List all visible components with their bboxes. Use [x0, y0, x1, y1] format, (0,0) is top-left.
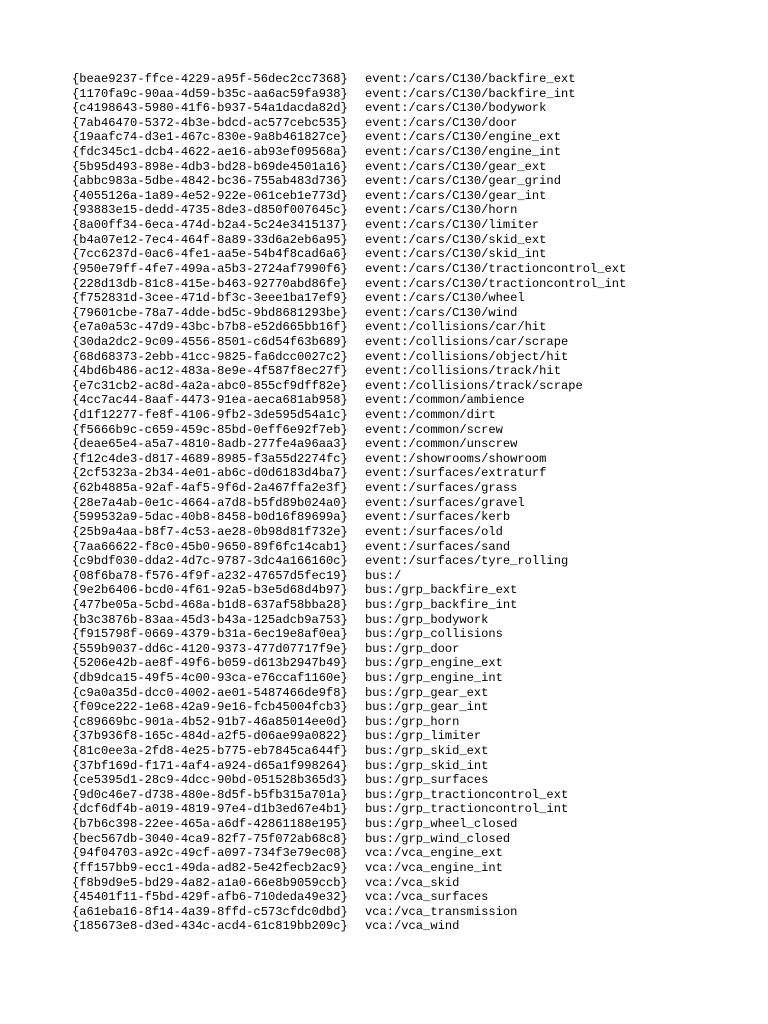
guid-text: {93883e15-dedd-4735-8de3-d850f007645c} — [72, 203, 348, 218]
guid-text: {4055126a-1a89-4e52-922e-061ceb1e773d} — [72, 188, 348, 203]
path-text: event:/cars/C130/gear_int — [365, 188, 547, 203]
guid-text: {4cc7ac44-8aaf-4473-91ea-aeca681ab958} — [72, 393, 348, 408]
list-item — [72, 320, 752, 335]
list-item — [72, 466, 752, 481]
guid-text: {950e79ff-4fe7-499a-a5b3-2724af7990f6} — [72, 261, 348, 276]
list-item — [72, 598, 752, 613]
guid-text: {b7b6c398-22ee-465a-a6df-42861188e195} — [72, 817, 348, 832]
path-text: event:/cars/C130/wheel — [365, 291, 525, 306]
guid-text: {7aa66622-f8c0-45b0-9650-89f6fc14cab1} — [72, 539, 348, 554]
list-item — [72, 87, 752, 102]
list-item — [72, 729, 752, 744]
guid-text: {db9dca15-49f5-4c00-93ca-e76ccaf1160e} — [72, 670, 348, 685]
list-item — [72, 861, 752, 876]
guid-text: {dcf6df4b-a019-4819-97e4-d1b3ed67e4b1} — [72, 802, 348, 817]
list-item — [72, 364, 752, 379]
path-text: vca:/vca_engine_ext — [365, 846, 503, 861]
guid-text: {c9a0a35d-dcc0-4002-ae01-5487466de9f8} — [72, 685, 348, 700]
guid-text: {c9bdf030-dda2-4d7c-9787-3dc4a166160c} — [72, 554, 348, 569]
list-item — [72, 569, 752, 584]
path-text: event:/surfaces/gravel — [365, 495, 525, 510]
path-text: event:/surfaces/tyre_rolling — [365, 554, 569, 569]
list-item — [72, 510, 752, 525]
guid-text: {fdc345c1-dcb4-4622-ae16-ab93ef09568a} — [72, 145, 348, 160]
guid-text: {25b9a4aa-b8f7-4c53-ae28-0b98d81f732e} — [72, 524, 348, 539]
list-item — [72, 773, 752, 788]
path-text: event:/common/unscrew — [365, 437, 518, 452]
guid-text: {c89669bc-901a-4b52-91b7-46a85014ee0d} — [72, 714, 348, 729]
list-item — [72, 408, 752, 423]
list-item — [72, 116, 752, 131]
path-text: event:/surfaces/old — [365, 524, 503, 539]
list-item — [72, 218, 752, 233]
list-item — [72, 715, 752, 730]
guid-text: {a61eba16-8f14-4a39-8ffd-c573cfdc0dbd} — [72, 904, 348, 919]
path-text: bus:/grp_surfaces — [365, 773, 489, 788]
path-text: bus:/grp_gear_ext — [365, 685, 489, 700]
list-item — [72, 919, 752, 934]
path-text: bus:/grp_tractioncontrol_ext — [365, 787, 569, 802]
path-text: event:/surfaces/extraturf — [365, 466, 547, 481]
guid-text: {19aafc74-d3e1-467c-830e-9a8b461827ce} — [72, 130, 348, 145]
guid-text: {62b4885a-92af-4af5-9f6d-2a467ffa2e3f} — [72, 481, 348, 496]
path-text: event:/cars/C130/door — [365, 115, 518, 130]
guid-text: {deae65e4-a5a7-4810-8adb-277fe4a96aa3} — [72, 437, 348, 452]
list-item — [72, 583, 752, 598]
list-item — [72, 642, 752, 657]
guid-text: {ce5395d1-28c9-4dcc-90bd-051528b365d3} — [72, 773, 348, 788]
guid-text: {8a00ff34-6eca-474d-b2a4-5c24e3415137} — [72, 218, 348, 233]
list-item — [72, 876, 752, 891]
path-text: bus:/grp_engine_ext — [365, 656, 503, 671]
list-item — [72, 262, 752, 277]
path-text: event:/cars/C130/backfire_int — [365, 86, 576, 101]
path-text: event:/cars/C130/skid_int — [365, 247, 547, 262]
path-text: bus:/ — [365, 568, 402, 583]
path-text: event:/common/dirt — [365, 408, 496, 423]
path-text: vca:/vca_wind — [365, 919, 460, 934]
guid-text: {37bf169d-f171-4af4-a924-d65a1f998264} — [72, 758, 348, 773]
path-text: event:/collisions/car/hit — [365, 320, 547, 335]
guid-text: {28e7a4ab-0e1c-4664-a7d8-b5fd89b024a0} — [72, 495, 348, 510]
guid-text: {5b95d493-898e-4db3-bd28-b69de4501a16} — [72, 159, 348, 174]
guid-text: {bec567db-3040-4ca9-82f7-75f072ab68c8} — [72, 831, 348, 846]
path-text: bus:/grp_horn — [365, 714, 460, 729]
list-item — [72, 72, 752, 87]
path-text: bus:/grp_backfire_int — [365, 597, 518, 612]
guid-text: {f09ce222-1e68-42a9-9e16-fcb45004fcb3} — [72, 700, 348, 715]
path-text: event:/common/ambience — [365, 393, 525, 408]
guid-text: {f5666b9c-c659-459c-85bd-0eff6e92f7eb} — [72, 422, 348, 437]
list-item — [72, 525, 752, 540]
path-text: bus:/grp_engine_int — [365, 670, 503, 685]
guid-text: {abbc983a-5dbe-4842-bc36-755ab483d736} — [72, 174, 348, 189]
path-text: event:/surfaces/grass — [365, 481, 518, 496]
list-item — [72, 554, 752, 569]
guid-text: {c4198643-5980-41f6-b937-54a1dacda82d} — [72, 101, 348, 116]
guid-text: {e7c31cb2-ac8d-4a2a-abc0-855cf9dff82e} — [72, 378, 348, 393]
path-text: event:/cars/C130/bodywork — [365, 101, 547, 116]
list-item — [72, 846, 752, 861]
guid-text: {45401f11-f5bd-429f-afb6-710deda49e32} — [72, 890, 348, 905]
path-text: bus:/grp_wheel_closed — [365, 817, 518, 832]
path-text: bus:/grp_backfire_ext — [365, 583, 518, 598]
guid-text: {1170fa9c-90aa-4d59-b35c-aa6ac59fa938} — [72, 86, 348, 101]
path-text: event:/surfaces/kerb — [365, 510, 511, 525]
guid-text: {7cc6237d-0ac6-4fe1-aa5e-54b4f8cad6a6} — [72, 247, 348, 262]
guid-text: {f752831d-3cee-471d-bf3c-3eee1ba17ef9} — [72, 291, 348, 306]
guid-text: {477be05a-5cbd-468a-b1d8-637af58bba28} — [72, 597, 348, 612]
list-item — [72, 335, 752, 350]
guid-text: {d1f12277-fe8f-4106-9fb2-3de595d54a1c} — [72, 408, 348, 423]
guid-text: {b4a07e12-7ec4-464f-8a89-33d6a2eb6a95} — [72, 232, 348, 247]
list-item — [72, 890, 752, 905]
list-item — [72, 788, 752, 803]
guid-text: {559b9037-dd6c-4120-9373-477d07717f9e} — [72, 641, 348, 656]
guid-text: {68d68373-2ebb-41cc-9825-fa6dcc0027c2} — [72, 349, 348, 364]
list-item — [72, 671, 752, 686]
list-item — [72, 247, 752, 262]
list-item — [72, 130, 752, 145]
list-item — [72, 540, 752, 555]
path-text: vca:/vca_surfaces — [365, 890, 489, 905]
guid-text: {9e2b6406-bcd0-4f61-92a5-b3e5d68d4b97} — [72, 583, 348, 598]
list-item — [72, 832, 752, 847]
list-item — [72, 189, 752, 204]
path-text: event:/cars/C130/gear_ext — [365, 159, 547, 174]
path-text: vca:/vca_transmission — [365, 904, 518, 919]
path-text: event:/showrooms/showroom — [365, 451, 547, 466]
path-text: event:/cars/C130/skid_ext — [365, 232, 547, 247]
list-item — [72, 393, 752, 408]
path-text: vca:/vca_skid — [365, 875, 460, 890]
guid-text: {37b936f8-165c-484d-a2f5-d06ae99a0822} — [72, 729, 348, 744]
list-item — [72, 379, 752, 394]
path-text: bus:/grp_door — [365, 641, 460, 656]
path-text: event:/cars/C130/backfire_ext — [365, 72, 576, 86]
path-text: bus:/grp_skid_int — [365, 758, 489, 773]
list-item — [72, 613, 752, 628]
path-text: bus:/grp_gear_int — [365, 700, 489, 715]
path-text: event:/cars/C130/gear_grind — [365, 174, 561, 189]
guid-text: {228d13db-81c8-415e-b463-92770abd86fe} — [72, 276, 348, 291]
list-item — [72, 481, 752, 496]
guid-text: {5206e42b-ae8f-49f6-b059-d613b2947b49} — [72, 656, 348, 671]
guid-text: {ff157bb9-ecc1-49da-ad82-5e42fecb2ac9} — [72, 860, 348, 875]
guid-text: {2cf5323a-2b34-4e01-ab6c-d0d6183d4ba7} — [72, 466, 348, 481]
path-text: event:/cars/C130/tractioncontrol_int — [365, 276, 627, 291]
list-item — [72, 101, 752, 116]
path-text: event:/cars/C130/wind — [365, 305, 518, 320]
list-item — [72, 802, 752, 817]
path-text: event:/collisions/car/scrape — [365, 334, 569, 349]
list-item — [72, 160, 752, 175]
path-text: bus:/grp_collisions — [365, 627, 503, 642]
guid-text: {e7a0a53c-47d9-43bc-b7b8-e52d665bb16f} — [72, 320, 348, 335]
path-text: vca:/vca_engine_int — [365, 860, 503, 875]
list-item — [72, 905, 752, 920]
guid-text: {185673e8-d3ed-434c-acd4-61c819bb209c} — [72, 919, 348, 934]
path-text: event:/common/screw — [365, 422, 503, 437]
list-item — [72, 744, 752, 759]
path-text: event:/cars/C130/engine_int — [365, 145, 561, 160]
list-item — [72, 233, 752, 248]
list-item — [72, 174, 752, 189]
path-text: event:/cars/C130/horn — [365, 203, 518, 218]
guid-text: {f915798f-0669-4379-b31a-6ec19e8af0ea} — [72, 627, 348, 642]
list-item — [72, 277, 752, 292]
list-item — [72, 203, 752, 218]
list-item — [72, 759, 752, 774]
path-text: event:/collisions/track/hit — [365, 364, 561, 379]
path-text: bus:/grp_tractioncontrol_int — [365, 802, 569, 817]
list-item — [72, 437, 752, 452]
list-item — [72, 423, 752, 438]
path-text: event:/collisions/track/scrape — [365, 378, 583, 393]
path-text: event:/cars/C130/limiter — [365, 218, 540, 233]
list-item — [72, 817, 752, 832]
guid-text: {79601cbe-78a7-4dde-bd5c-9bd8681293be} — [72, 305, 348, 320]
document-page — [72, 72, 752, 934]
list-item — [72, 145, 752, 160]
guid-text: {b3c3876b-83aa-45d3-b43a-125adcb9a753} — [72, 612, 348, 627]
guid-text: {9d0c46e7-d738-480e-8d5f-b5fb315a701a} — [72, 787, 348, 802]
list-item — [72, 627, 752, 642]
path-text: event:/cars/C130/engine_ext — [365, 130, 561, 145]
guid-text: {beae9237-ffce-4229-a95f-56dec2cc7368} — [72, 72, 348, 86]
guid-text: {81c0ee3a-2fd8-4e25-b775-eb7845ca644f} — [72, 744, 348, 759]
guid-text: {f12c4de3-d817-4689-8985-f3a55d2274fc} — [72, 451, 348, 466]
list-item — [72, 350, 752, 365]
path-text: event:/surfaces/sand — [365, 539, 511, 554]
path-text: bus:/grp_wind_closed — [365, 831, 511, 846]
path-text: bus:/grp_bodywork — [365, 612, 489, 627]
guid-text: {4bd6b486-ac12-483a-8e9e-4f587f8ec27f} — [72, 364, 348, 379]
list-item — [72, 656, 752, 671]
list-item — [72, 686, 752, 701]
path-text: bus:/grp_limiter — [365, 729, 482, 744]
guid-text: {30da2dc2-9c09-4556-8501-c6d54f63b689} — [72, 334, 348, 349]
guid-text: {7ab46470-5372-4b3e-bdcd-ac577cebc535} — [72, 115, 348, 130]
list-item — [72, 291, 752, 306]
path-text: event:/collisions/object/hit — [365, 349, 569, 364]
guid-text: {08f6ba78-f576-4f9f-a232-47657d5fec19} — [72, 568, 348, 583]
guid-text: {599532a9-5dac-40b8-8458-b0d16f89699a} — [72, 510, 348, 525]
guid-text: {f8b9d9e5-bd29-4a82-a1a0-66e8b9059ccb} — [72, 875, 348, 890]
path-text: bus:/grp_skid_ext — [365, 744, 489, 759]
list-item — [72, 452, 752, 467]
path-text: event:/cars/C130/tractioncontrol_ext — [365, 261, 627, 276]
guid-text: {94f04703-a92c-49cf-a097-734f3e79ec08} — [72, 846, 348, 861]
list-item — [72, 306, 752, 321]
guid-path-list — [72, 72, 752, 934]
list-item — [72, 700, 752, 715]
list-item — [72, 496, 752, 511]
